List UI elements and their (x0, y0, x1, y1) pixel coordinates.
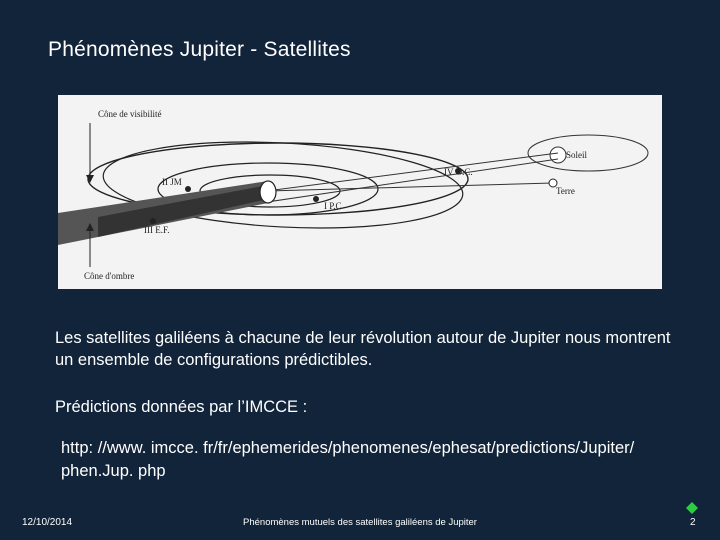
predictions-label: Prédictions données par l’IMCCE : (55, 398, 308, 416)
label-iii: III E.F. (144, 225, 170, 235)
footer-title: Phénomènes mutuels des satellites galiléens de Jupiter (243, 517, 477, 528)
jupiter-satellites-diagram (58, 95, 662, 289)
imcce-link[interactable]: http: //www. imcce. fr/fr/ephemerides/phenomenes/ephesat/predictions/Jupiter/ phen.Jup. php (61, 439, 635, 480)
page-number: 2 (690, 517, 696, 528)
sun-orbit (528, 135, 648, 171)
footer-date: 12/10/2014 (22, 517, 73, 528)
label-ii: II JM (162, 177, 182, 187)
label-earth: Terre (556, 186, 575, 196)
satellite-ii (185, 186, 191, 192)
slide-title: Phénomènes Jupiter - Satellites (48, 38, 351, 61)
label-iv: IV O.C. (444, 167, 473, 177)
diagram-svg (58, 95, 662, 289)
visibility-arrowhead (86, 175, 94, 183)
label-sun: Soleil (566, 150, 588, 160)
earth-line (268, 183, 553, 191)
label-shadow: Cône d'ombre (84, 271, 135, 281)
label-i: I P.C (324, 201, 342, 211)
description-paragraph: Les satellites galiléens à chacune de leur révolution autour de Jupiter nous montrent un ensemble de configurations prédictibles. (55, 329, 671, 369)
satellite-i (313, 196, 319, 202)
jupiter (260, 181, 276, 203)
satellite-iii (150, 218, 156, 224)
sun (550, 147, 566, 163)
label-visibility: Cône de visibilité (98, 109, 162, 119)
green-diamond-icon[interactable] (686, 502, 698, 514)
